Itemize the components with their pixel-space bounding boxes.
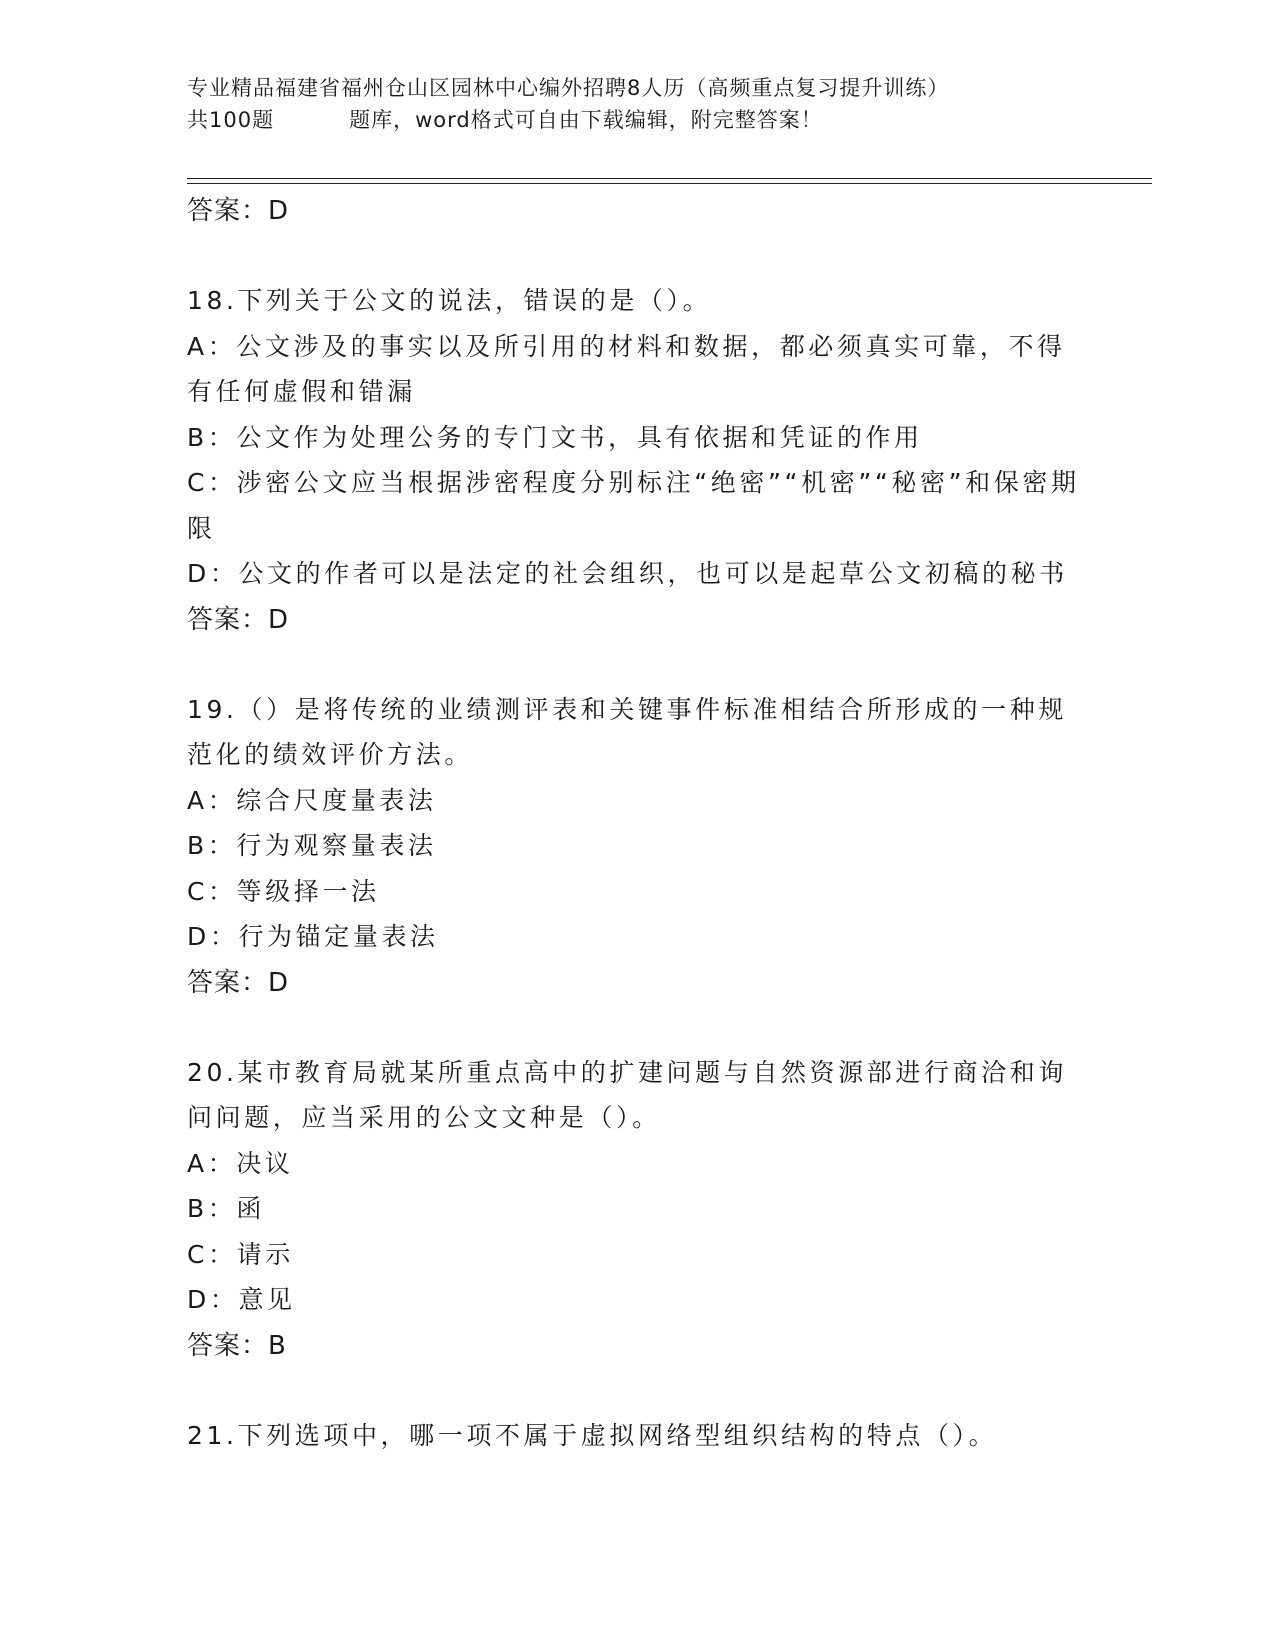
header-count: 共100题 [187, 108, 275, 132]
option-c: C：等级择一法 [187, 876, 380, 906]
question-text: 20.某市教育局就某所重点高中的扩建问题与自然资源部进行商洽和询问问题，应当采用的公文文种是（）。 [187, 1057, 1067, 1132]
question-20 [187, 1050, 1087, 1369]
option-b: B：公文作为处理公务的专门文书，具有依据和凭证的作用 [187, 422, 923, 452]
answer: 答案：D [187, 967, 290, 998]
question-text: 18.下列关于公文的说法，错误的是（）。 [187, 286, 712, 315]
option-a: A：综合尺度量表法 [187, 785, 437, 815]
answer: 答案：D [187, 604, 290, 635]
header-rule-top [187, 178, 1152, 179]
question-18 [187, 278, 1087, 643]
header-title: 专业精品福建省福州仓山区园林中心编外招聘8人历（高频重点复习提升训练） [187, 76, 950, 100]
header-rule-bottom [187, 183, 1152, 184]
option-a: A：决议 [187, 1148, 294, 1178]
question-19 [187, 687, 1087, 1006]
option-b: B：行为观察量表法 [187, 831, 437, 860]
option-d: D：行为锚定量表法 [187, 922, 439, 951]
option-c: C：涉密公文应当根据涉密程度分别标注“绝密”“机密”“秘密”和保密期限 [187, 468, 1080, 543]
question-list [187, 188, 1087, 1458]
answer: 答案：B [187, 1330, 287, 1361]
option-d: D：公文的作者可以是法定的社会组织，也可以是起草公文初稿的秘书 [187, 559, 1068, 588]
question-21 [187, 1413, 1087, 1459]
header-note: 题库，word格式可自由下载编辑，附完整答案！ [349, 108, 823, 132]
option-b: B：函 [187, 1194, 265, 1223]
option-c: C：请示 [187, 1239, 294, 1269]
previous-answer: 答案：D [187, 196, 290, 226]
page-header [187, 72, 1087, 136]
question-text: 19.（）是将传统的业绩测评表和关键事件标准相结合所形成的一种规范化的绩效评价方法。 [187, 694, 1067, 769]
option-d: D：意见 [187, 1285, 296, 1314]
header-subtitle [187, 104, 1087, 136]
question-text: 21.下列选项中，哪一项不属于虚拟网络型组织结构的特点（）。 [187, 1420, 998, 1450]
option-a: A：公文涉及的事实以及所引用的材料和数据，都必须真实可靠，不得有任何虚假和错漏 [187, 331, 1066, 406]
